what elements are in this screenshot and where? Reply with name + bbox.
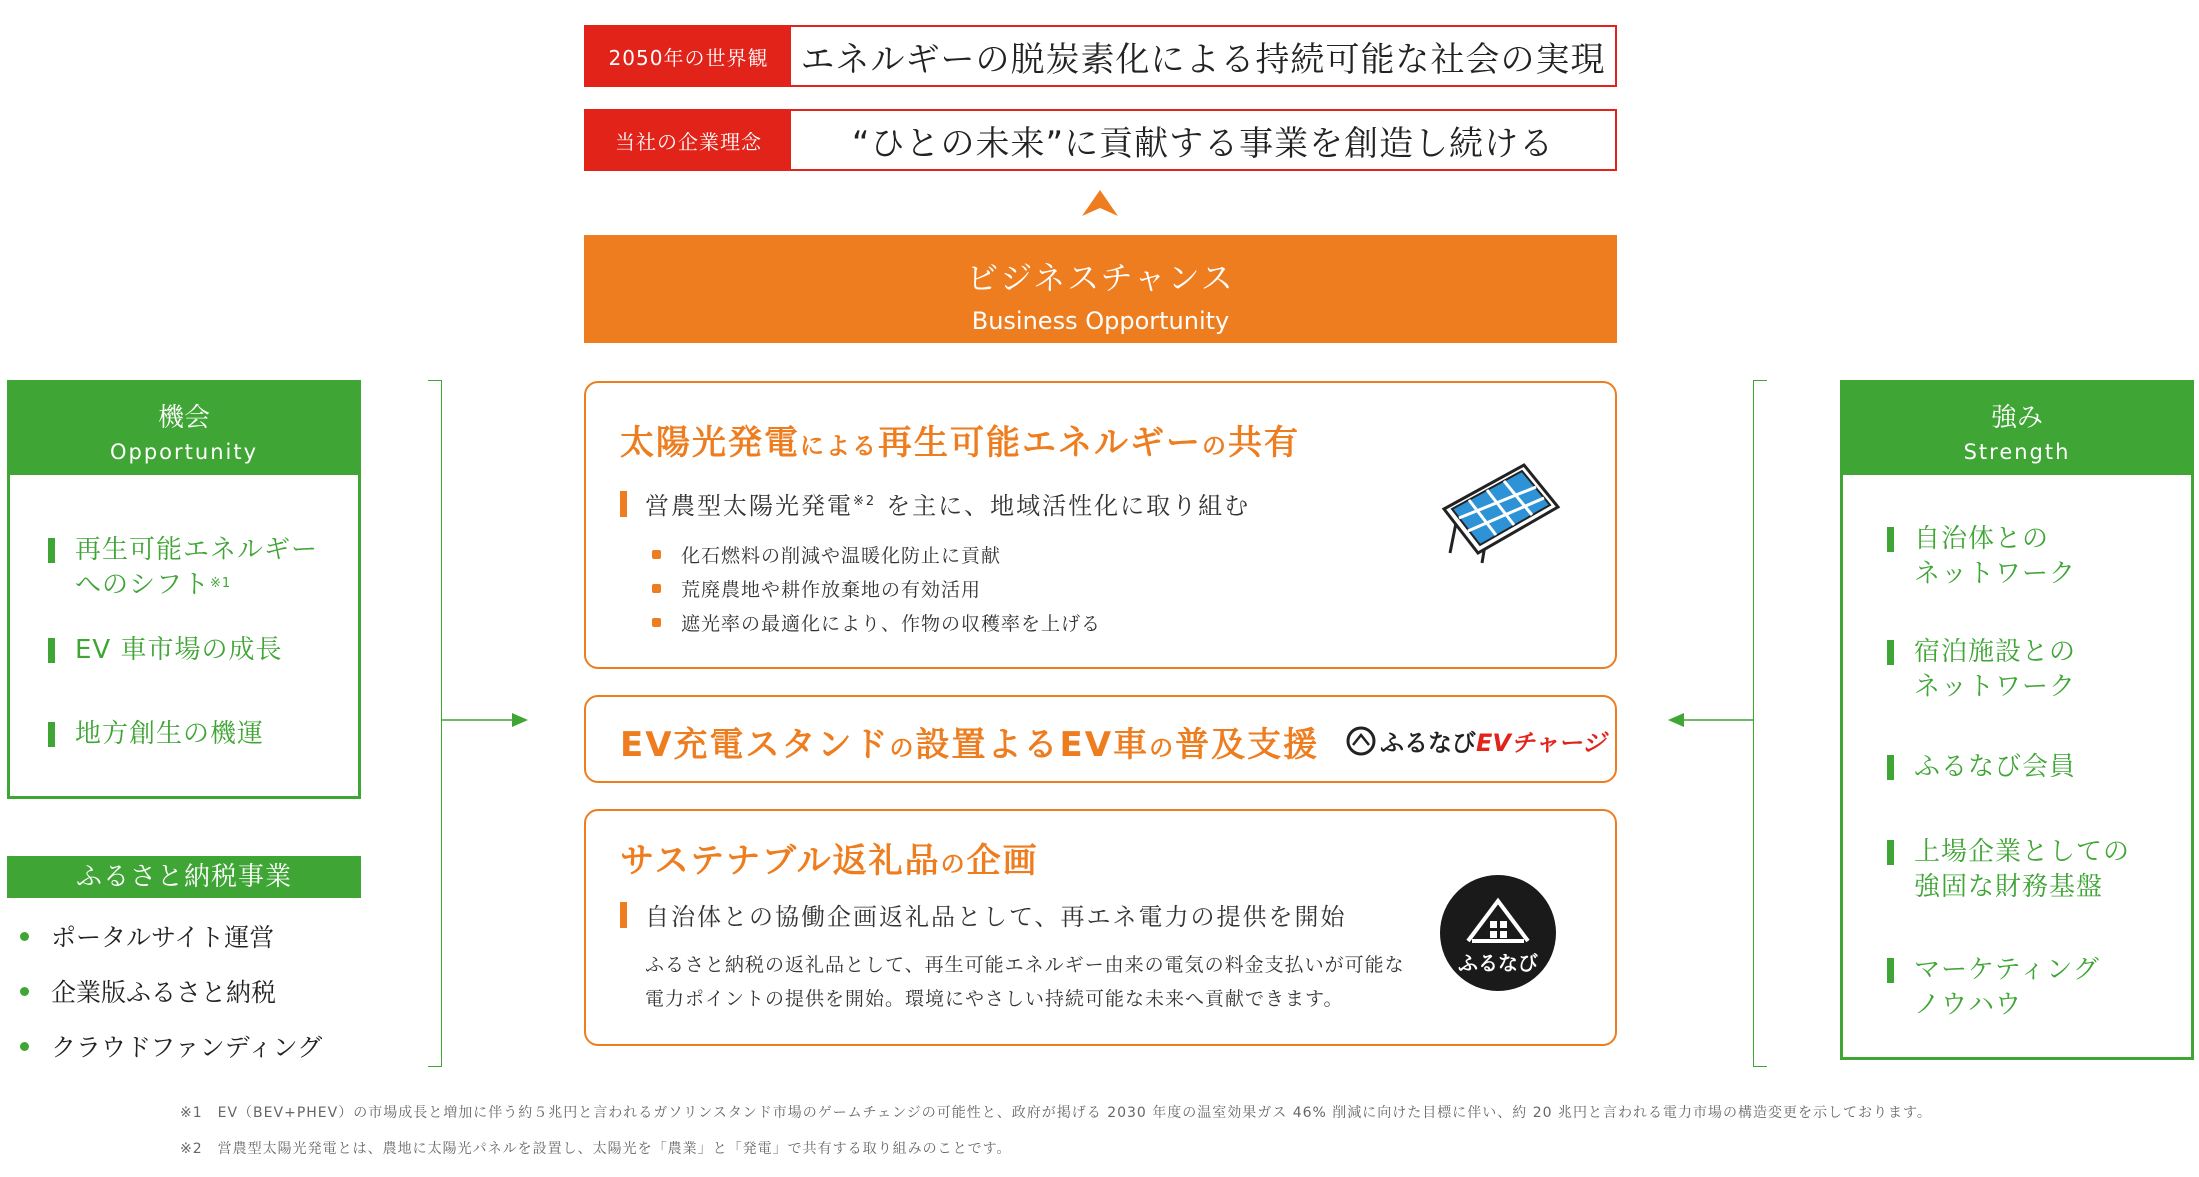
left-arrow-icon xyxy=(1668,710,1754,730)
strength-item-4: 上場企業としての 強固な財務基盤 xyxy=(1887,835,2130,905)
house-icon xyxy=(1462,891,1534,947)
solar-panel-icon xyxy=(1436,461,1566,571)
footnote-1: ※1 EV（BEV+PHEV）の市場成長と増加に伴う約５兆円と言われるガソリンスタンド市場のゲームチェンジの可能性と、政府が掲げる 2030 年度の温室効果ガス 46% 削減に向けた目標に伴い、約 20 兆円と言われる電力市場の構造変更を示しております。 xyxy=(180,1105,1932,1121)
philosophy-banner xyxy=(584,109,1617,171)
vision-tag: 2050年の世界観 xyxy=(586,27,791,85)
right-bracket xyxy=(1753,380,1767,1067)
solar-sharing-box xyxy=(584,381,1617,669)
furunavi-logo-icon xyxy=(1346,726,1376,756)
furusato-header: ふるさと納税事業 xyxy=(7,856,361,898)
solar-bullet-1: 化石燃料の削減や温暖化防止に貢献 xyxy=(652,541,1001,568)
strength-item-2: 宿泊施設との ネットワーク xyxy=(1887,635,2076,705)
furusato-item-3: クラウドファンディング xyxy=(20,1028,322,1064)
strength-panel xyxy=(1840,380,2194,1060)
solar-bullet-2: 荒廃農地や耕作放棄地の有効活用 xyxy=(652,575,981,602)
furunavi-logo xyxy=(1440,875,1556,991)
furusato-item-1: ポータルサイト運営 xyxy=(20,918,274,954)
solar-bullet-3: 遮光率の最適化により、作物の収穫率を上げる xyxy=(652,609,1101,636)
philosophy-tag: 当社の企業理念 xyxy=(586,111,791,169)
strength-header xyxy=(1843,383,2191,475)
left-bracket xyxy=(428,380,442,1067)
vision-text: エネルギーの脱炭素化による持続可能な社会の実現 xyxy=(800,39,1606,80)
strength-title-en: Strength xyxy=(1963,440,2071,464)
opportunity-item-3: 地方創生の機運 xyxy=(48,717,264,752)
gift-lead: 自治体との協働企画返礼品として、再エネ電力の提供を開始 xyxy=(620,897,1347,932)
footnote-2: ※2 営農型太陽光発電とは、農地に太陽光パネルを設置し、太陽光を「農業」と「発電」で共有する取り組みのことです。 xyxy=(180,1141,1012,1157)
strength-item-1: 自治体との ネットワーク xyxy=(1887,522,2076,592)
ev-logo-text: ふるなび xyxy=(1380,729,1476,757)
solar-lead: 営農型太陽光発電 $^{※2}$ を主に、地域活性化に取り組む xyxy=(620,486,1250,521)
vision-banner xyxy=(584,25,1617,87)
business-title-jp: ビジネスチャンス xyxy=(966,259,1235,297)
opportunity-title-en: Opportunity xyxy=(109,440,259,464)
strength-item-3: ふるなび会員 xyxy=(1887,750,2076,785)
opportunity-header xyxy=(10,383,358,475)
gift-title: サステナブル返礼品の企画 xyxy=(620,841,1039,881)
ev-charging-box xyxy=(584,695,1617,783)
strength-item-5: マーケティング ノウハウ xyxy=(1887,953,2100,1023)
furunavi-logo-text: ふるなび xyxy=(1458,951,1538,975)
sustainable-gift-box xyxy=(584,809,1617,1046)
strength-title-jp: 強み xyxy=(1990,403,2043,433)
opportunity-item-1: 再生可能エネルギー へのシフト$^{※1}$ xyxy=(48,533,318,603)
furusato-item-2: 企業版ふるさと納税 xyxy=(20,973,276,1009)
philosophy-text: “ひとの未来”に貢献する事業を創造し続ける xyxy=(851,123,1555,164)
furunavi-ev-charge-logo xyxy=(1346,723,1606,758)
up-arrow-icon xyxy=(1082,190,1118,216)
opportunity-title-jp: 機会 xyxy=(157,403,210,433)
opportunity-item-2: EV 車市場の成長 xyxy=(48,633,282,668)
business-title-en: Business Opportunity xyxy=(971,307,1230,335)
opportunity-panel xyxy=(7,380,361,799)
right-arrow-icon xyxy=(442,710,528,730)
solar-title: 太陽光発電による再生可能エネルギーの共有 xyxy=(620,423,1300,463)
business-opportunity-bar xyxy=(584,235,1617,343)
gift-paragraph: ふるさと納税の返礼品として、再生可能エネルギー由来の電気の料金支払いが可能な 電力ポイントの提供を開始。環境にやさしい持続可能な未来へ貢献できます。 xyxy=(645,954,1405,1010)
ev-logo-ev: EVチャージ xyxy=(1476,729,1606,757)
ev-title: EV充電スタンドの設置よるEV車の普及支援 xyxy=(620,725,1320,765)
